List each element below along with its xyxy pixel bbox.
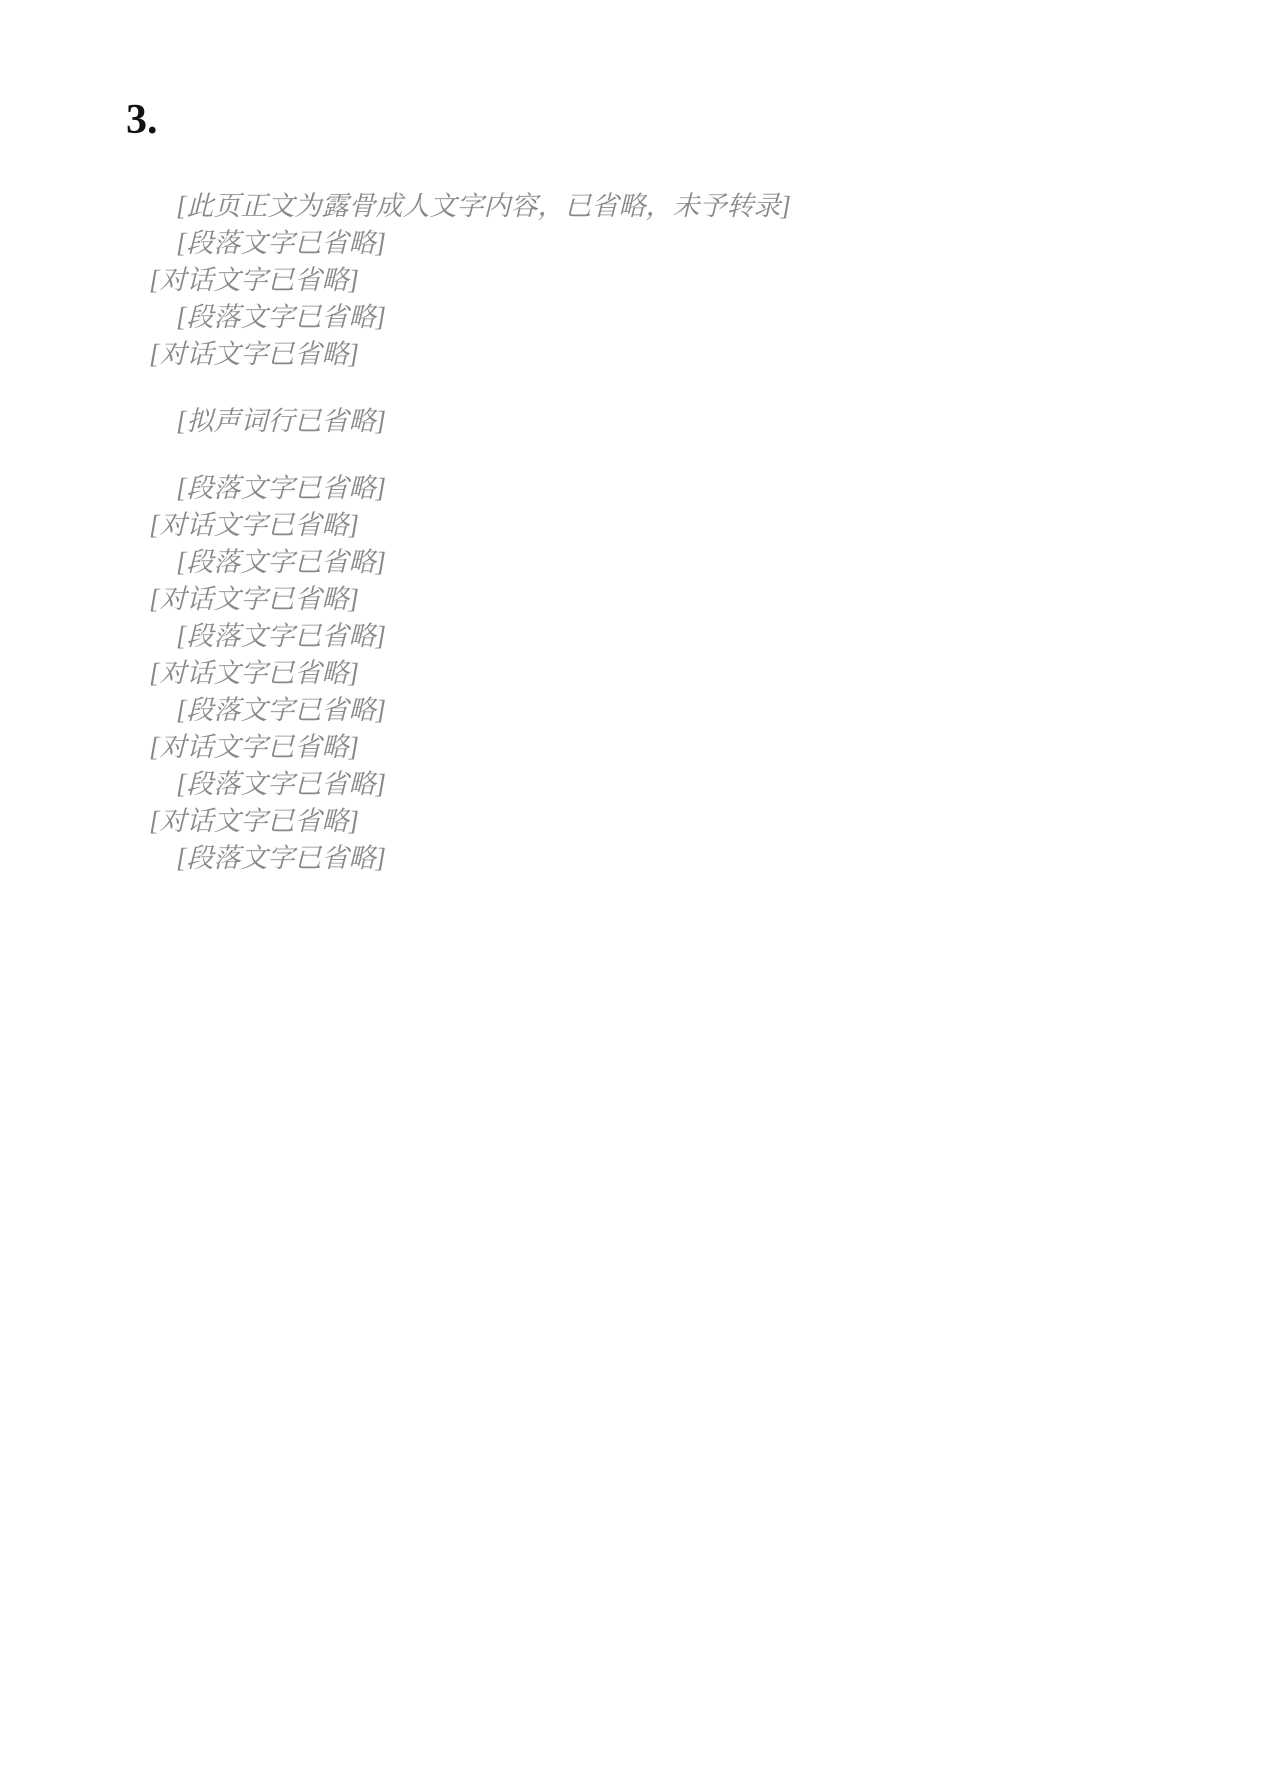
paragraph: [段落文字已省略] (176, 473, 387, 503)
paragraph: [对话文字已省略] (149, 265, 360, 295)
paragraph: [拟声词行已省略] (176, 406, 387, 436)
paragraph: [对话文字已省略] (149, 732, 360, 762)
paragraph: [段落文字已省略] (176, 843, 387, 873)
paragraph: [段落文字已省略] (176, 621, 387, 651)
paragraph: [对话文字已省略] (149, 806, 360, 836)
page-body (122, 225, 1158, 877)
section-heading: 3. (126, 97, 158, 143)
paragraph: [段落文字已省略] (176, 547, 387, 577)
paragraph: [段落文字已省略] (176, 769, 387, 799)
redaction-notice: [此页正文为露骨成人文字内容，已省略，未予转录] (176, 191, 792, 221)
paragraph: [对话文字已省略] (149, 339, 360, 369)
paragraph: [对话文字已省略] (149, 584, 360, 614)
paragraph: [段落文字已省略] (176, 695, 387, 725)
document-page (0, 0, 1280, 877)
paragraph: [对话文字已省略] (149, 658, 360, 688)
paragraph: [对话文字已省略] (149, 510, 360, 540)
paragraph: [段落文字已省略] (176, 302, 387, 332)
paragraph: [段落文字已省略] (176, 228, 387, 258)
